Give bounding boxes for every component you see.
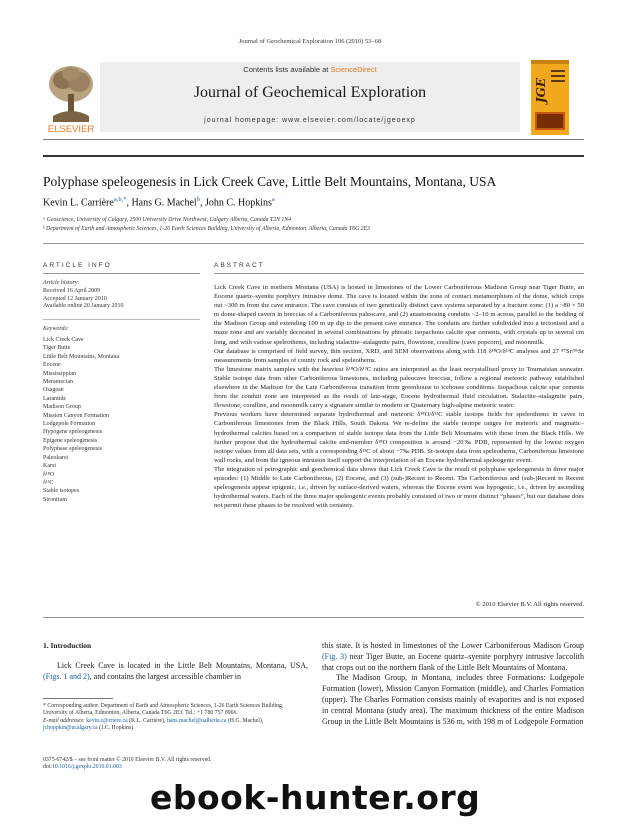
author-list: Kevin L. Carrière$^{a,b,*}$, Hans G. Machel$^b$, John C. Hopkins$^a$ <box>43 196 275 209</box>
contents-line <box>100 65 520 74</box>
email-link[interactable]: jchoppkin@ucalgary.ca <box>43 725 98 732</box>
abstract-paragraph: The integration of petrographic and geochemical data shows that Lick Creek Cave is the result of polyphase speleogenesis in three major episodes: (1) Middle to Late Carboniferous, (2) Eocene, and (3) (sub-)Recent to Recent. The Carboniferous and (sub-)Recent to Recent speleogenesis appear epigenic, i.e., driven by surface-derived waters, whereas the Eocene event was hypogenic, i.e., driven by ascending hydrothermal waters. Each of the three major speleogenic events probably consisted of two or more distinct “phases”, but our database does not permit these phases to be resolved with certainty. <box>214 465 584 510</box>
author-affiliation-marker[interactable]: a,b,* <box>113 196 127 203</box>
abstract-rule <box>214 273 584 274</box>
keywords-label: Keywords: <box>43 326 69 332</box>
elsevier-logo[interactable] <box>43 60 99 136</box>
body-column-right <box>322 641 584 727</box>
affiliation-b: ᵇ Department of Earth and Atmospheric Sciences, 1-26 Earth Sciences Building, University of Alberta, Edmonton, Alberta, Canada T6G 2E3 <box>43 226 370 232</box>
email-link[interactable]: hans.machel@ualberta.ca <box>166 717 227 724</box>
keyword-item: Mission Canyon Formation <box>43 412 110 419</box>
keyword-item: Paleokarst <box>43 454 68 461</box>
email-owner: (J.C. Hopkins). <box>97 725 135 732</box>
doi-label: doi: <box>43 764 53 771</box>
doi-link[interactable]: 10.1016/j.gexplo.2010.01.003 <box>52 764 122 771</box>
history-accepted: Accepted 12 January 2010 <box>43 295 107 302</box>
keyword-item: Stable isotopes <box>43 488 80 495</box>
keyword-item: Lick Creek Cave <box>43 337 84 343</box>
figure-reference-link[interactable]: (Figs. 1 and 2) <box>43 671 90 681</box>
keyword-item: Epigene speleogenesis <box>43 437 98 444</box>
body-paragraph: The Madison Group, in Montana, includes three Formations: Lodgepole Formation (lower), Mission Canyon Formation (middle), and Charles Formation (upper). The Charles Formation consists mainly of evaporites and is not exposed in central Montana (study area). The maximum thickness of the entire Madison Group in the Little Belt Mountains is 536 m, with 198 m of Lodgepole Formation <box>322 673 584 726</box>
affiliation-a: ᵃ Geoscience, University of Calgary, 2500 University Drive Northwest, Calgary Alberta, Canada T2N 1N4 <box>43 217 292 223</box>
author-name[interactable]: John C. Hopkins <box>204 197 272 209</box>
article-info-rule <box>43 273 200 274</box>
keyword-item: Laramide <box>43 395 66 402</box>
author-affiliation-marker[interactable]: a <box>271 196 275 203</box>
paper-title: Polyphase speleogenesis in Lick Creek Cave, Little Belt Mountains, Montana, USA <box>43 174 497 189</box>
abstract-paragraph: Lick Creek Cave in northern Montana (USA) is hosted in limestones of the Lower Carboniferous Madison Group near Tiger Butte, an Eocene quartz–syenite porphyry intrusive dome. The cave is located within the zone of contact metamorphism of the dome, which crops out ~300 m from the cave entrance. The cave consists of two genetically distinct cave systems separated by a fracture zone: (1) a ~80 × 50 m dome-shaped cavern in breccias of a Carboniferous paleocave, and (2) anastomosing conduits ~2–10 m across, parallel to the bedding of the Madison Group and extending 100 m up dip to the present cave entrance. The conduits are further subdivided into a tectonised and a maze zone and are variably decorated in several combinations by phreatic isopachous calcite spar cements, with crystals up to several cm long, and with vadose speleothems, including stalactite–stalagmite pairs, flowstone, coralline (cave popcorn), and moonmilk. <box>214 284 584 346</box>
author-affiliation-marker[interactable]: b <box>196 196 200 203</box>
header-rule-thick <box>43 155 584 157</box>
issn-line: 0375-6742/$ – see front matter © 2010 Elsevier B.V. All rights reserved. <box>43 757 212 763</box>
keyword-item: Lodgepole Formation <box>43 421 96 428</box>
email-owner: (H.G. Machel), <box>226 717 264 724</box>
keywords-rule <box>43 319 200 320</box>
header-rule <box>43 139 584 140</box>
front-matter-info <box>43 757 308 772</box>
keyword-item: Little Belt Mountains, Montana <box>43 353 119 360</box>
keyword-item: Mississippian <box>43 370 77 377</box>
email-link[interactable]: kevin.c@rriere.ca <box>86 717 128 724</box>
keyword-item: Hypogene speleogenesis <box>43 429 103 436</box>
article-info-heading: ARTICLE INFO <box>43 262 112 269</box>
doi-line <box>43 764 308 771</box>
body-paragraph <box>322 641 584 673</box>
body-column-left <box>43 641 308 682</box>
keyword-item: δ¹⁸O <box>43 471 55 478</box>
keyword-item: Madison Group <box>43 404 81 411</box>
author-name[interactable]: Kevin L. Carrière <box>43 197 114 209</box>
section-heading-introduction: 1. Introduction <box>43 641 92 650</box>
intro-paragraph <box>43 661 308 683</box>
abstract-paragraph: Previous workers have determined separate hydrothermal and meteoric δ¹⁸O/δ¹³C stable isotope fields for speleothems in caves in Carboniferous limestones from the Black Hills, South Dakota. We re-define the stable isotope ranges for meteoric and magmatic–hydrothermal calcites based on a comparison of stable isotope data from the Little Belt Mountains with those from the Black Hills. We further propose that the hydrothermal calcite end-member δ¹⁸O composition is around −20‰ PDB, represented by the lowest oxygen isotope values from all data sets, with a corresponding δ¹³C of about −7‰ PDB. Sr-isotope data from speleothems, Carboniferous limestone wall rocks, and from the igneous intrusion itself support the interpretation of an Eocene hydrothermal speleogenic event. <box>214 411 584 464</box>
body-text: this state. It is hosted in limestones of the Lower Carboniferous Madison Group <box>322 641 584 650</box>
sciencedirect-link[interactable]: ScienceDirect <box>330 65 377 74</box>
abstract-paragraph: Our database is comprised of field survey, thin section, XRD, and SEM observations along with 118 δ¹⁸O/δ¹³C analyses and 27 ⁸⁷Sr/⁸⁶Sr measurements from samples of county rock and speleothems. <box>214 347 584 364</box>
email-owner: (K.L. Carrière), <box>127 717 167 724</box>
abstract-heading: ABSTRACT <box>214 262 265 269</box>
history-received: Received 16 April 2009 <box>43 288 101 294</box>
elsevier-wordmark: ELSEVIER <box>47 124 95 135</box>
author-name[interactable]: Hans G. Machel <box>131 197 197 209</box>
contents-prefix: Contents lists available at <box>243 65 331 74</box>
corresponding-author-note: * Corresponding author. Department of Earth and Atmospheric Sciences, 1-26 Earth Sciences Building, University of Alberta, Edmonton, Alberta, Canada T6G 2E3. Tel.: +1 780 757 8966. <box>43 703 284 717</box>
journal-citation: Journal of Geochemical Exploration 106 (2010) 53–68 <box>238 38 382 45</box>
keyword-item: Strontium <box>43 496 68 503</box>
abstract-paragraph: The limestone matrix samples with the heaviest δ¹⁸O/δ¹³C ratios are interpreted as the least recrystallised proxy to Tournaisian seawater. Stable isotope data from other Carboniferous limestones, including paleocave breccias, follow a regional meteoric pathway established elsewhere in the Madison for the Late Carboniferous transition from greenhouse to icehouse conditions. Isopachous calcite spar cements from the conduit zone are interpreted as the result of late-stage, Eocene hydrothermal fluid circulation. Stalactite–stalagmite pairs, flowstone, coralline, and moonmilk carry a signature similar to modern or Quaternary high-alpine meteoric water. <box>214 365 584 410</box>
keyword-item: Polyphase speleogenesis <box>43 446 103 453</box>
intro-text: Lick Creek Cave is located in the Little Belt Mountains, Montana, USA, <box>57 660 308 670</box>
figure-reference-link[interactable]: (Fig. 3) <box>322 651 347 661</box>
footnote-rule <box>43 698 113 699</box>
keyword-item: Tiger Butte <box>43 345 71 352</box>
abstract-bottom-rule <box>43 617 584 618</box>
keyword-item: Meramecian <box>43 379 73 386</box>
keyword-item: Karst <box>43 463 56 470</box>
journal-cover-thumbnail[interactable] <box>531 60 569 135</box>
email-label: E-mail addresses: <box>43 717 85 724</box>
body-text-continued: near Tiger Butte, an Eocene quartz–syenite porphyry intrusive laccolith that crops out on the northern flank of the Little Belt Mountains of Montana. <box>322 651 585 672</box>
abstract-body <box>214 283 584 510</box>
keyword-list <box>43 336 193 504</box>
intro-text-continued: , and contains the largest accessible chamber in <box>89 671 242 681</box>
history-label: Article history: <box>43 280 80 286</box>
cover-jge-text: JGE <box>534 77 548 103</box>
history-online: Available online 20 January 2010 <box>43 303 124 310</box>
affiliation-rule <box>43 243 584 244</box>
keyword-item: δ¹³C <box>43 479 54 486</box>
journal-homepage[interactable]: journal homepage: www.elsevier.com/locate/jgeoexp <box>204 117 416 124</box>
footnotes <box>43 703 308 733</box>
email-addresses <box>43 718 308 733</box>
keyword-item: Osagean <box>43 387 64 394</box>
article-history <box>43 288 200 311</box>
copyright-notice: © 2010 Elsevier B.V. All rights reserved. <box>475 601 584 608</box>
journal-title[interactable]: Journal of Geochemical Exploration <box>193 84 427 101</box>
watermark: ebook-hunter.org <box>150 778 481 817</box>
keyword-item: Eocene <box>43 362 61 369</box>
